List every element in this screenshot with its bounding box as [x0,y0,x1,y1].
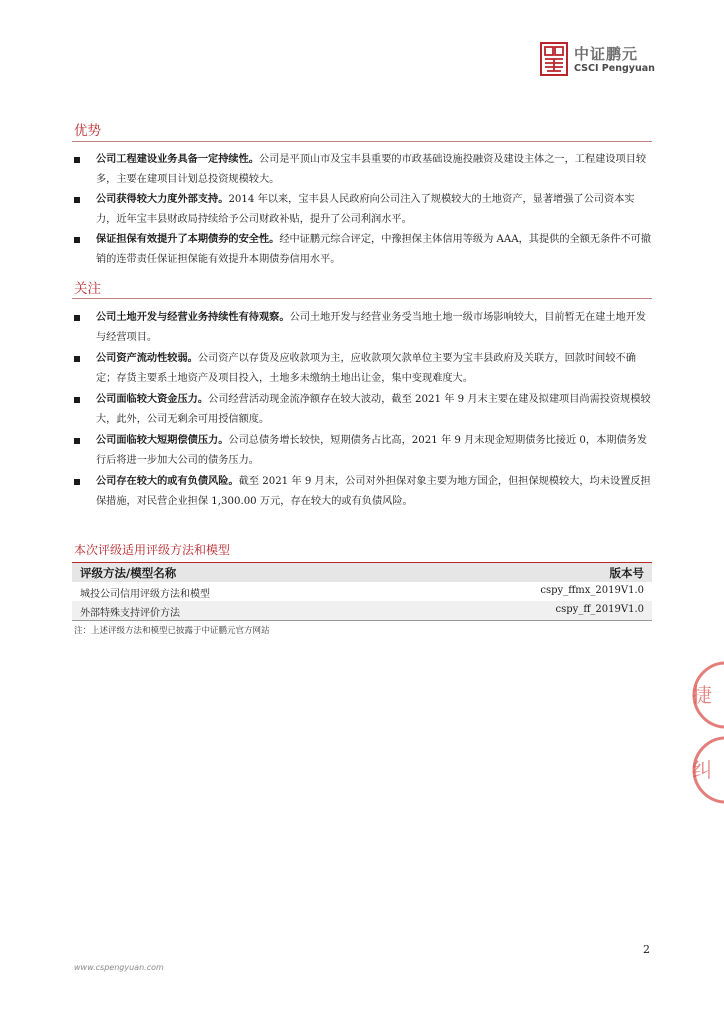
method-name-cell: 城投公司信用评级方法和模型 [80,589,210,600]
csci-seal-icon [540,42,568,76]
list-item [96,430,654,471]
footer-url[interactable]: www.cspengyuan.com [74,963,164,972]
seal-stamp-icon [684,660,724,730]
item-heading: 公司土地开发与经营业务持续性有待观察。 [96,311,290,323]
svg-text:捷: 捷 [692,683,712,707]
item-heading: 保证担保有效提升了本期债券的安全性。 [96,233,280,245]
bullet-icon [74,237,80,243]
item-heading: 公司面临较大资金压力。 [96,393,209,405]
item-text: 截至 2021 年 9 月末，公司对外担保对象主要为地方国企，但担保规模较大，均未设置反担保措施，对民营企业担保 1,300.00 万元，存在较大的或有负债风险。 [96,476,651,507]
method-table-title: 本次评级适用评级方法和模型 [74,543,231,557]
bullet-icon [74,397,80,403]
bullet-icon [74,157,80,163]
bullet-icon [74,197,80,203]
table-row [72,582,652,601]
header-method-name: 评级方法/模型名称 [80,566,177,580]
svg-text:纠: 纠 [692,758,712,782]
section-divider [72,141,652,142]
section-divider [72,298,652,299]
list-item [96,389,654,430]
list-item [96,307,654,348]
item-text: 公司资产以存货及应收款项为主，应收款项欠款单位主要为宝丰县政府及关联方，回款时间较不确定；存货主要系土地资产及项目投入，土地多未缴纳土地出让金，集中变现难度大。 [96,353,636,384]
item-heading: 公司存在较大的或有负债风险。 [96,475,239,487]
table-row [72,601,652,620]
version-cell: cspy_ffmx_2019V1.0 [540,585,644,596]
list-item [96,348,654,389]
page-number: 2 [643,943,650,956]
item-text: 公司总债务增长较快，短期债务占比高，2021 年 9 月末现金短期债务比接近 0，本期债务发行后将进一步加大公司的债务压力。 [96,435,648,466]
item-heading: 公司面临较大短期偿债压力。 [96,434,229,446]
item-text: 公司土地开发与经营业务受当地土地一级市场影响较大，目前暂无在建土地开发与经营项目。 [96,312,647,343]
item-text: 经中证鹏元综合评定，中豫担保主体信用等级为 AAA，其提供的全额无条件不可撤销的连带责任保证担保能有效提升本期债券信用水平。 [96,234,652,265]
list-item [96,471,654,512]
method-name-cell: 外部特殊支持评价方法 [80,608,180,619]
list-item [96,189,654,230]
item-text: 公司经营活动现金流净额存在较大波动，截至 2021 年 9 月末主要在建及拟建项目尚需投资规模较大，此外，公司无剩余可用授信额度。 [96,394,651,425]
bullet-icon [74,438,80,444]
list-item [96,149,654,190]
table-note: 注：上述评级方法和模型已披露于中证鹏元官方网站 [74,626,270,636]
bullet-icon [74,356,80,362]
version-cell: cspy_ff_2019V1.0 [555,604,644,615]
item-text: 2014 年以来，宝丰县人民政府向公司注入了规模较大的土地资产，显著增强了公司资本实力，近年宝丰县财政局持续给予公司财政补贴，提升了公司利润水平。 [96,194,635,225]
table-header-row [72,562,652,582]
company-logo [540,42,660,78]
item-text: 公司是平顶山市及宝丰县重要的市政基础设施投融资及建设主体之一，工程建设项目较多，主要在建项目计划总投资规模较大。 [96,154,647,185]
table-bottom-rule [72,620,652,621]
item-heading: 公司资产流动性较弱。 [96,352,198,364]
item-heading: 公司工程建设业务具备一定持续性。 [96,153,259,165]
seal-stamp-icon [684,735,724,805]
bullet-icon [74,315,80,321]
item-heading: 公司获得较大力度外部支持。 [96,193,229,205]
list-item [96,229,654,270]
logo-chinese-name: 中证鹏元 [574,45,639,63]
concerns-title: 关注 [74,281,101,297]
bullet-icon [74,479,80,485]
strengths-title: 优势 [74,123,101,139]
header-version: 版本号 [609,566,644,580]
logo-english-name: CSCI Pengyuan [574,63,655,74]
